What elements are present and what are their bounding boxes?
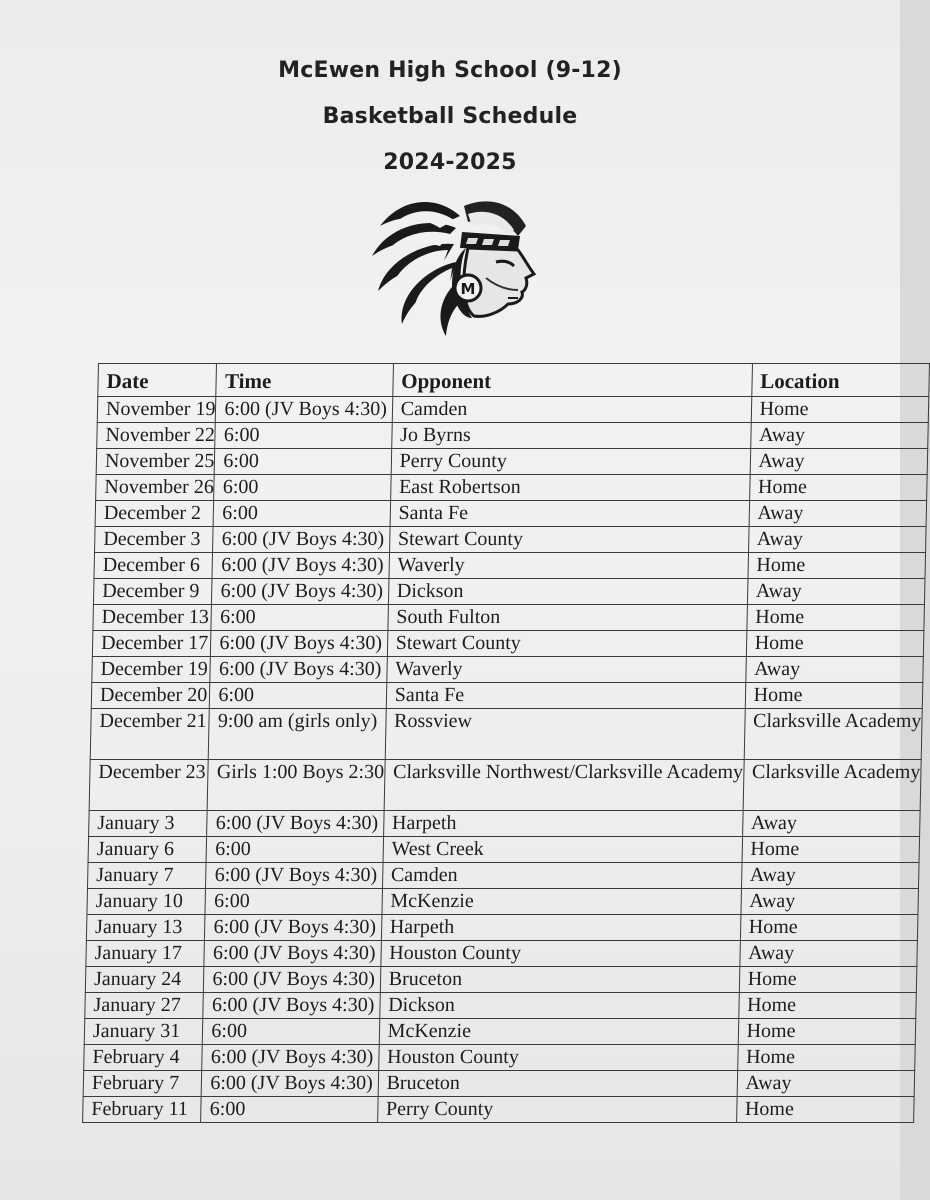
game-opponent: Dickson — [379, 993, 738, 1019]
game-location: Away — [749, 501, 927, 527]
school-name: McEwen High School (9-12) — [278, 58, 622, 83]
game-time: 6:00 (JV Boys 4:30) — [212, 579, 389, 605]
table-row — [89, 811, 920, 837]
game-opponent: Perry County — [377, 1097, 736, 1123]
logo-letter: M — [460, 280, 476, 298]
game-time: 6:00 (JV Boys 4:30) — [206, 863, 383, 889]
game-location: Home — [747, 605, 925, 631]
game-opponent: South Fulton — [388, 605, 747, 631]
game-date: February 11 — [83, 1097, 202, 1123]
game-date: January 3 — [89, 811, 208, 837]
game-date: December 20 — [91, 683, 210, 709]
game-opponent: Stewart County — [389, 527, 748, 553]
game-location: Away — [745, 657, 923, 683]
table-row — [90, 709, 922, 760]
table-row — [95, 527, 926, 553]
game-location: Home — [748, 553, 926, 579]
game-date: January 6 — [88, 837, 207, 863]
game-location: Home — [745, 683, 923, 709]
table-row — [97, 423, 928, 449]
game-location: Away — [750, 449, 928, 475]
table-row — [86, 915, 917, 941]
game-location: Home — [736, 1097, 914, 1123]
page-header — [0, 48, 900, 186]
opponent-column-header: Opponent — [392, 364, 752, 397]
game-opponent: Harpeth — [383, 811, 742, 837]
game-location: Away — [742, 811, 920, 837]
game-location: Home — [740, 915, 918, 941]
game-location: Away — [747, 579, 925, 605]
game-time: 6:00 (JV Boys 4:30) — [205, 915, 382, 941]
schedule-title: Basketball Schedule — [322, 104, 578, 129]
game-time: 6:00 (JV Boys 4:30) — [212, 553, 389, 579]
game-time: 6:00 (JV Boys 4:30) — [204, 967, 381, 993]
game-time: 6:00 — [215, 449, 392, 475]
date-column-header: Date — [98, 364, 217, 397]
time-column-header: Time — [216, 364, 393, 397]
game-time: 6:00 (JV Boys 4:30) — [203, 993, 380, 1019]
game-time: 6:00 — [211, 605, 388, 631]
game-opponent: Waverly — [386, 657, 745, 683]
game-opponent: Stewart County — [387, 631, 746, 657]
game-location: Away — [739, 941, 917, 967]
table-row — [96, 449, 927, 475]
game-date: December 3 — [95, 527, 214, 553]
game-opponent: Clarksville Northwest/Clarksville Academy — [384, 760, 744, 811]
game-location: Home — [742, 837, 920, 863]
game-location: Clarksville Academy — [744, 709, 922, 760]
game-opponent: Bruceton — [380, 967, 739, 993]
game-time: 6:00 — [205, 889, 382, 915]
game-time: 6:00 (JV Boys 4:30) — [204, 941, 381, 967]
schedule-table — [82, 363, 930, 1123]
game-date: December 23 — [89, 760, 208, 811]
game-date: December 13 — [93, 605, 212, 631]
table-row — [87, 889, 918, 915]
table-row — [95, 501, 926, 527]
game-date: November 19 — [97, 397, 216, 423]
game-opponent: Houston County — [378, 1045, 737, 1071]
game-opponent: Santa Fe — [390, 501, 749, 527]
table-row — [85, 967, 916, 993]
table-row — [93, 605, 924, 631]
table-row — [84, 1019, 915, 1045]
game-location: Clarksville Academy — [743, 760, 921, 811]
game-location: Home — [749, 475, 927, 501]
game-time: Girls 1:00 Boys 2:30 — [208, 760, 385, 811]
table-row — [84, 1045, 915, 1071]
game-location: Away — [737, 1071, 915, 1097]
game-time: 6:00 (JV Boys 4:30) — [216, 397, 393, 423]
table-row — [92, 631, 923, 657]
game-opponent: Harpeth — [381, 915, 740, 941]
game-time: 6:00 (JV Boys 4:30) — [211, 631, 388, 657]
table-row — [88, 837, 919, 863]
table-row — [86, 941, 917, 967]
game-time: 6:00 (JV Boys 4:30) — [202, 1045, 379, 1071]
game-date: January 10 — [87, 889, 206, 915]
game-location: Home — [739, 967, 917, 993]
game-date: January 17 — [86, 941, 205, 967]
table-row — [91, 683, 922, 709]
game-time: 6:00 (JV Boys 4:30) — [210, 657, 387, 683]
game-date: November 22 — [97, 423, 216, 449]
game-time: 6:00 — [201, 1097, 378, 1123]
location-column-header: Location — [751, 364, 929, 397]
game-date: February 7 — [83, 1071, 202, 1097]
table-row — [94, 553, 925, 579]
game-location: Away — [741, 863, 919, 889]
game-time: 6:00 — [214, 475, 391, 501]
game-time: 6:00 — [213, 501, 390, 527]
game-date: January 7 — [87, 863, 206, 889]
table-row — [83, 1071, 914, 1097]
game-opponent: Camden — [382, 863, 741, 889]
game-location: Home — [737, 1045, 915, 1071]
game-date: November 25 — [96, 449, 215, 475]
table-row — [83, 1097, 914, 1123]
game-opponent: Houston County — [381, 941, 740, 967]
table-row — [96, 475, 927, 501]
game-opponent: McKenzie — [379, 1019, 738, 1045]
game-date: December 6 — [94, 553, 213, 579]
game-date: December 9 — [93, 579, 212, 605]
game-opponent: West Creek — [383, 837, 742, 863]
game-location: Home — [738, 993, 916, 1019]
game-opponent: East Robertson — [390, 475, 749, 501]
table-row — [87, 863, 918, 889]
game-opponent: Waverly — [389, 553, 748, 579]
game-time: 6:00 (JV Boys 4:30) — [207, 811, 384, 837]
game-date: January 13 — [86, 915, 205, 941]
game-date: December 2 — [95, 501, 214, 527]
game-location: Away — [741, 889, 919, 915]
game-opponent: Camden — [392, 397, 751, 423]
table-row — [85, 993, 916, 1019]
game-time: 6:00 (JV Boys 4:30) — [213, 527, 390, 553]
game-opponent: Jo Byrns — [391, 423, 750, 449]
game-time: 6:00 — [210, 683, 387, 709]
game-date: January 24 — [85, 967, 204, 993]
table-row — [92, 657, 923, 683]
game-time: 6:00 — [215, 423, 392, 449]
game-opponent: McKenzie — [382, 889, 741, 915]
game-date: January 31 — [84, 1019, 203, 1045]
chief-head-logo-icon — [368, 186, 548, 336]
game-location: Away — [748, 527, 926, 553]
game-time: 6:00 — [206, 837, 383, 863]
game-opponent: Rossview — [385, 709, 745, 760]
game-time: 6:00 — [203, 1019, 380, 1045]
game-date: January 27 — [85, 993, 204, 1019]
game-date: December 17 — [92, 631, 211, 657]
game-location: Away — [750, 423, 928, 449]
season-label: 2024-2025 — [383, 150, 517, 175]
game-date: February 4 — [84, 1045, 203, 1071]
game-location: Home — [738, 1019, 916, 1045]
game-opponent: Dickson — [388, 579, 747, 605]
game-time: 6:00 (JV Boys 4:30) — [202, 1071, 379, 1097]
game-opponent: Perry County — [391, 449, 750, 475]
game-date: November 26 — [96, 475, 215, 501]
game-location: Home — [746, 631, 924, 657]
game-location: Home — [751, 397, 929, 423]
table-row — [93, 579, 924, 605]
table-header-row — [98, 364, 930, 397]
table-row — [97, 397, 928, 423]
game-date: December 21 — [90, 709, 209, 760]
game-time: 9:00 am (girls only) — [209, 709, 386, 760]
table-row — [89, 760, 921, 811]
game-opponent: Bruceton — [378, 1071, 737, 1097]
game-opponent: Santa Fe — [386, 683, 745, 709]
game-date: December 19 — [92, 657, 211, 683]
